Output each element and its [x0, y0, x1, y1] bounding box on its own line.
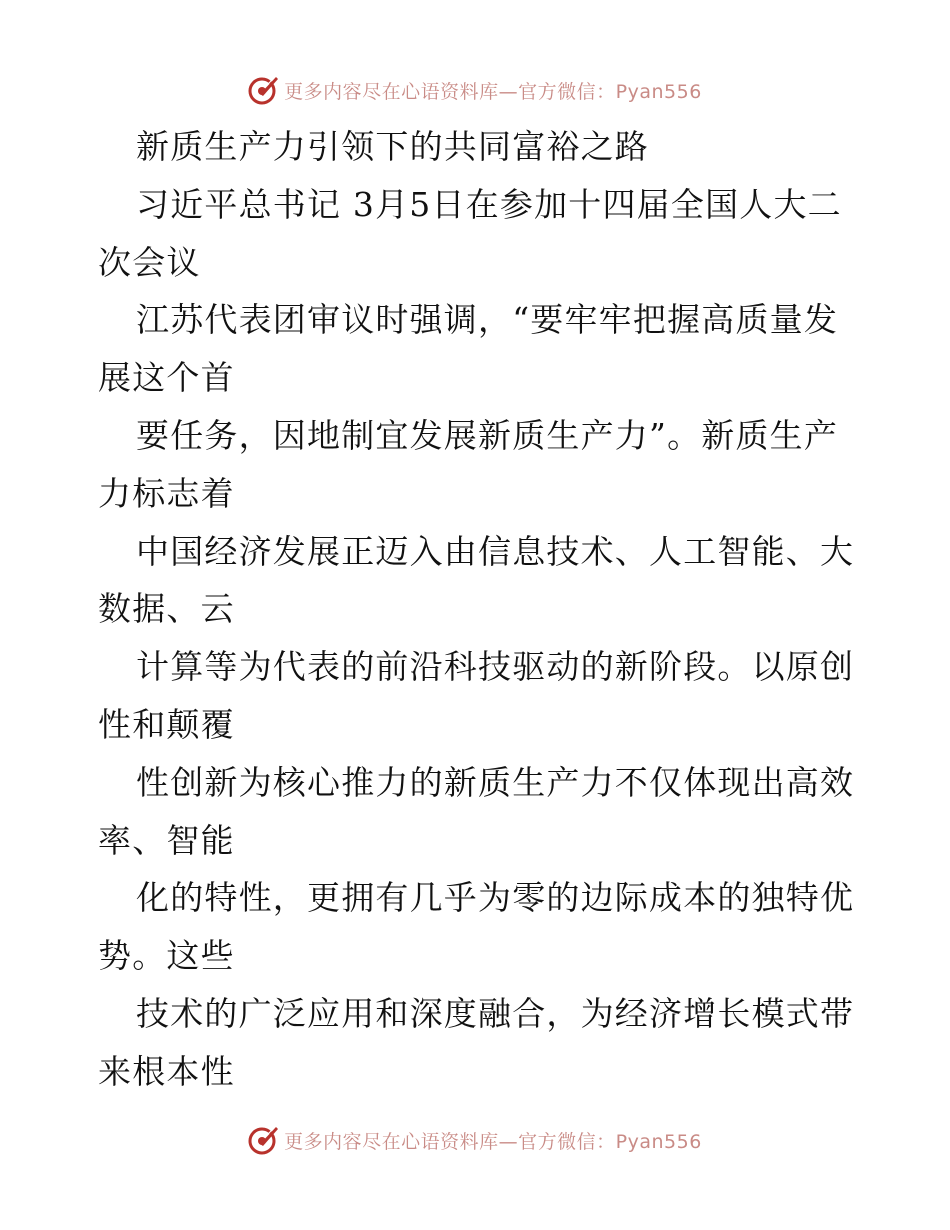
- header-banner: [0, 70, 950, 110]
- paragraph-line: 习近平总书记 3月5日在参加十四届全国人大二: [136, 184, 842, 224]
- paragraph-line: 力标志着: [98, 473, 235, 513]
- paragraph-line: 展这个首: [98, 358, 235, 398]
- document-body: [98, 118, 858, 1101]
- feather-pen-logo-icon: [248, 1124, 280, 1156]
- footer-banner: [0, 1120, 950, 1160]
- feather-pen-logo-icon: [248, 74, 280, 106]
- paragraph-line: 性创新为核心推力的新质生产力不仅体现出高效: [136, 762, 855, 802]
- paragraph-line: 中国经济发展正迈入由信息技术、人工智能、大: [136, 531, 855, 571]
- paragraph-line: 要任务，因地制宜发展新质生产力”。新质生产: [136, 415, 839, 455]
- header-banner-text: 更多内容尽在心语资料库—官方微信：Pyan556: [284, 80, 702, 103]
- paragraph-line: 势。这些: [98, 936, 235, 976]
- paragraph-line: 率、智能: [98, 820, 235, 860]
- paragraph-line: 来根本性: [98, 1051, 235, 1091]
- paragraph-line: 次会议: [98, 242, 201, 282]
- paragraph-line: 技术的广泛应用和深度融合，为经济增长模式带: [136, 993, 855, 1033]
- document-title: 新质生产力引领下的共同富裕之路: [136, 127, 649, 166]
- paragraph-line: 化的特性，更拥有几乎为零的边际成本的独特优: [136, 878, 855, 918]
- paragraph-line: 计算等为代表的前沿科技驱动的新阶段。以原创: [136, 647, 855, 687]
- paragraph-line: 性和颠覆: [98, 704, 235, 744]
- paragraph-line: 数据、云: [98, 589, 235, 629]
- footer-banner-text: 更多内容尽在心语资料库—官方微信：Pyan556: [284, 1130, 702, 1153]
- paragraph-line: 江苏代表团审议时强调，“要牢牢把握高质量发: [136, 300, 839, 340]
